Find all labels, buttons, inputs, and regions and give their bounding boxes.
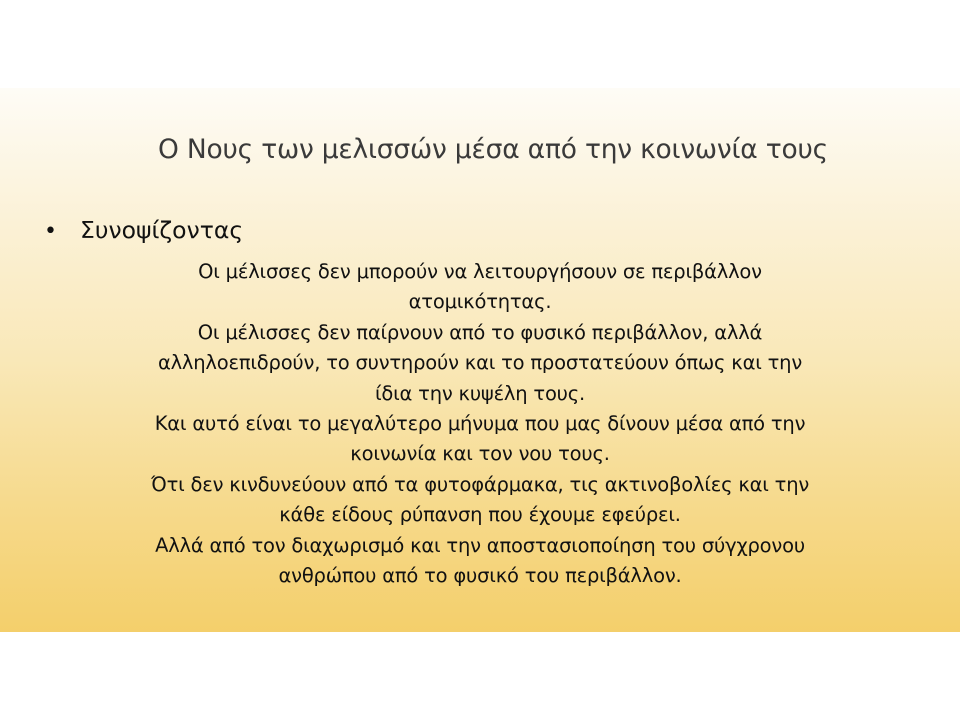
bullet-label: Συνοψίζοντας bbox=[80, 216, 244, 244]
summary-line: ανθρώπου από το φυσικό του περιβάλλον. bbox=[278, 564, 682, 588]
slide-title: Ο Νους των μελισσών μέσα από την κοινωνία τους bbox=[157, 134, 829, 165]
summary-line: κοινωνία και τον νου τους. bbox=[350, 442, 610, 466]
summary-line: Και αυτό είναι το μεγαλύτερο μήνυμα που μας δίνουν μέσα από την bbox=[154, 412, 806, 436]
summary-text bbox=[60, 257, 900, 591]
summary-line: κάθε είδους ρύπανση που έχουμε εφεύρει. bbox=[279, 503, 681, 527]
summary-line: αλληλοεπιδρούν, το συντηρούν και το προστατεύουν όπως και την bbox=[157, 351, 803, 375]
summary-line: Αλλά από τον διαχωρισμό και την αποστασιοποίηση του σύγχρονου bbox=[155, 533, 805, 557]
summary-line: ατομικότητας. bbox=[408, 290, 552, 314]
bullet-item bbox=[44, 216, 243, 244]
bullet-icon: • bbox=[44, 219, 57, 244]
summary-line: ίδια την κυψέλη τους. bbox=[374, 381, 586, 405]
summary-line: Οι μέλισσες δεν παίρνουν από το φυσικό περιβάλλον, αλλά bbox=[197, 320, 763, 344]
summary-line: Ότι δεν κινδυνεύουν από τα φυτοφάρμακα, τις ακτινοβολίες και την bbox=[150, 472, 810, 496]
summary-line: Οι μέλισσες δεν μπορούν να λειτουργήσουν σε περιβάλλον bbox=[198, 260, 762, 283]
